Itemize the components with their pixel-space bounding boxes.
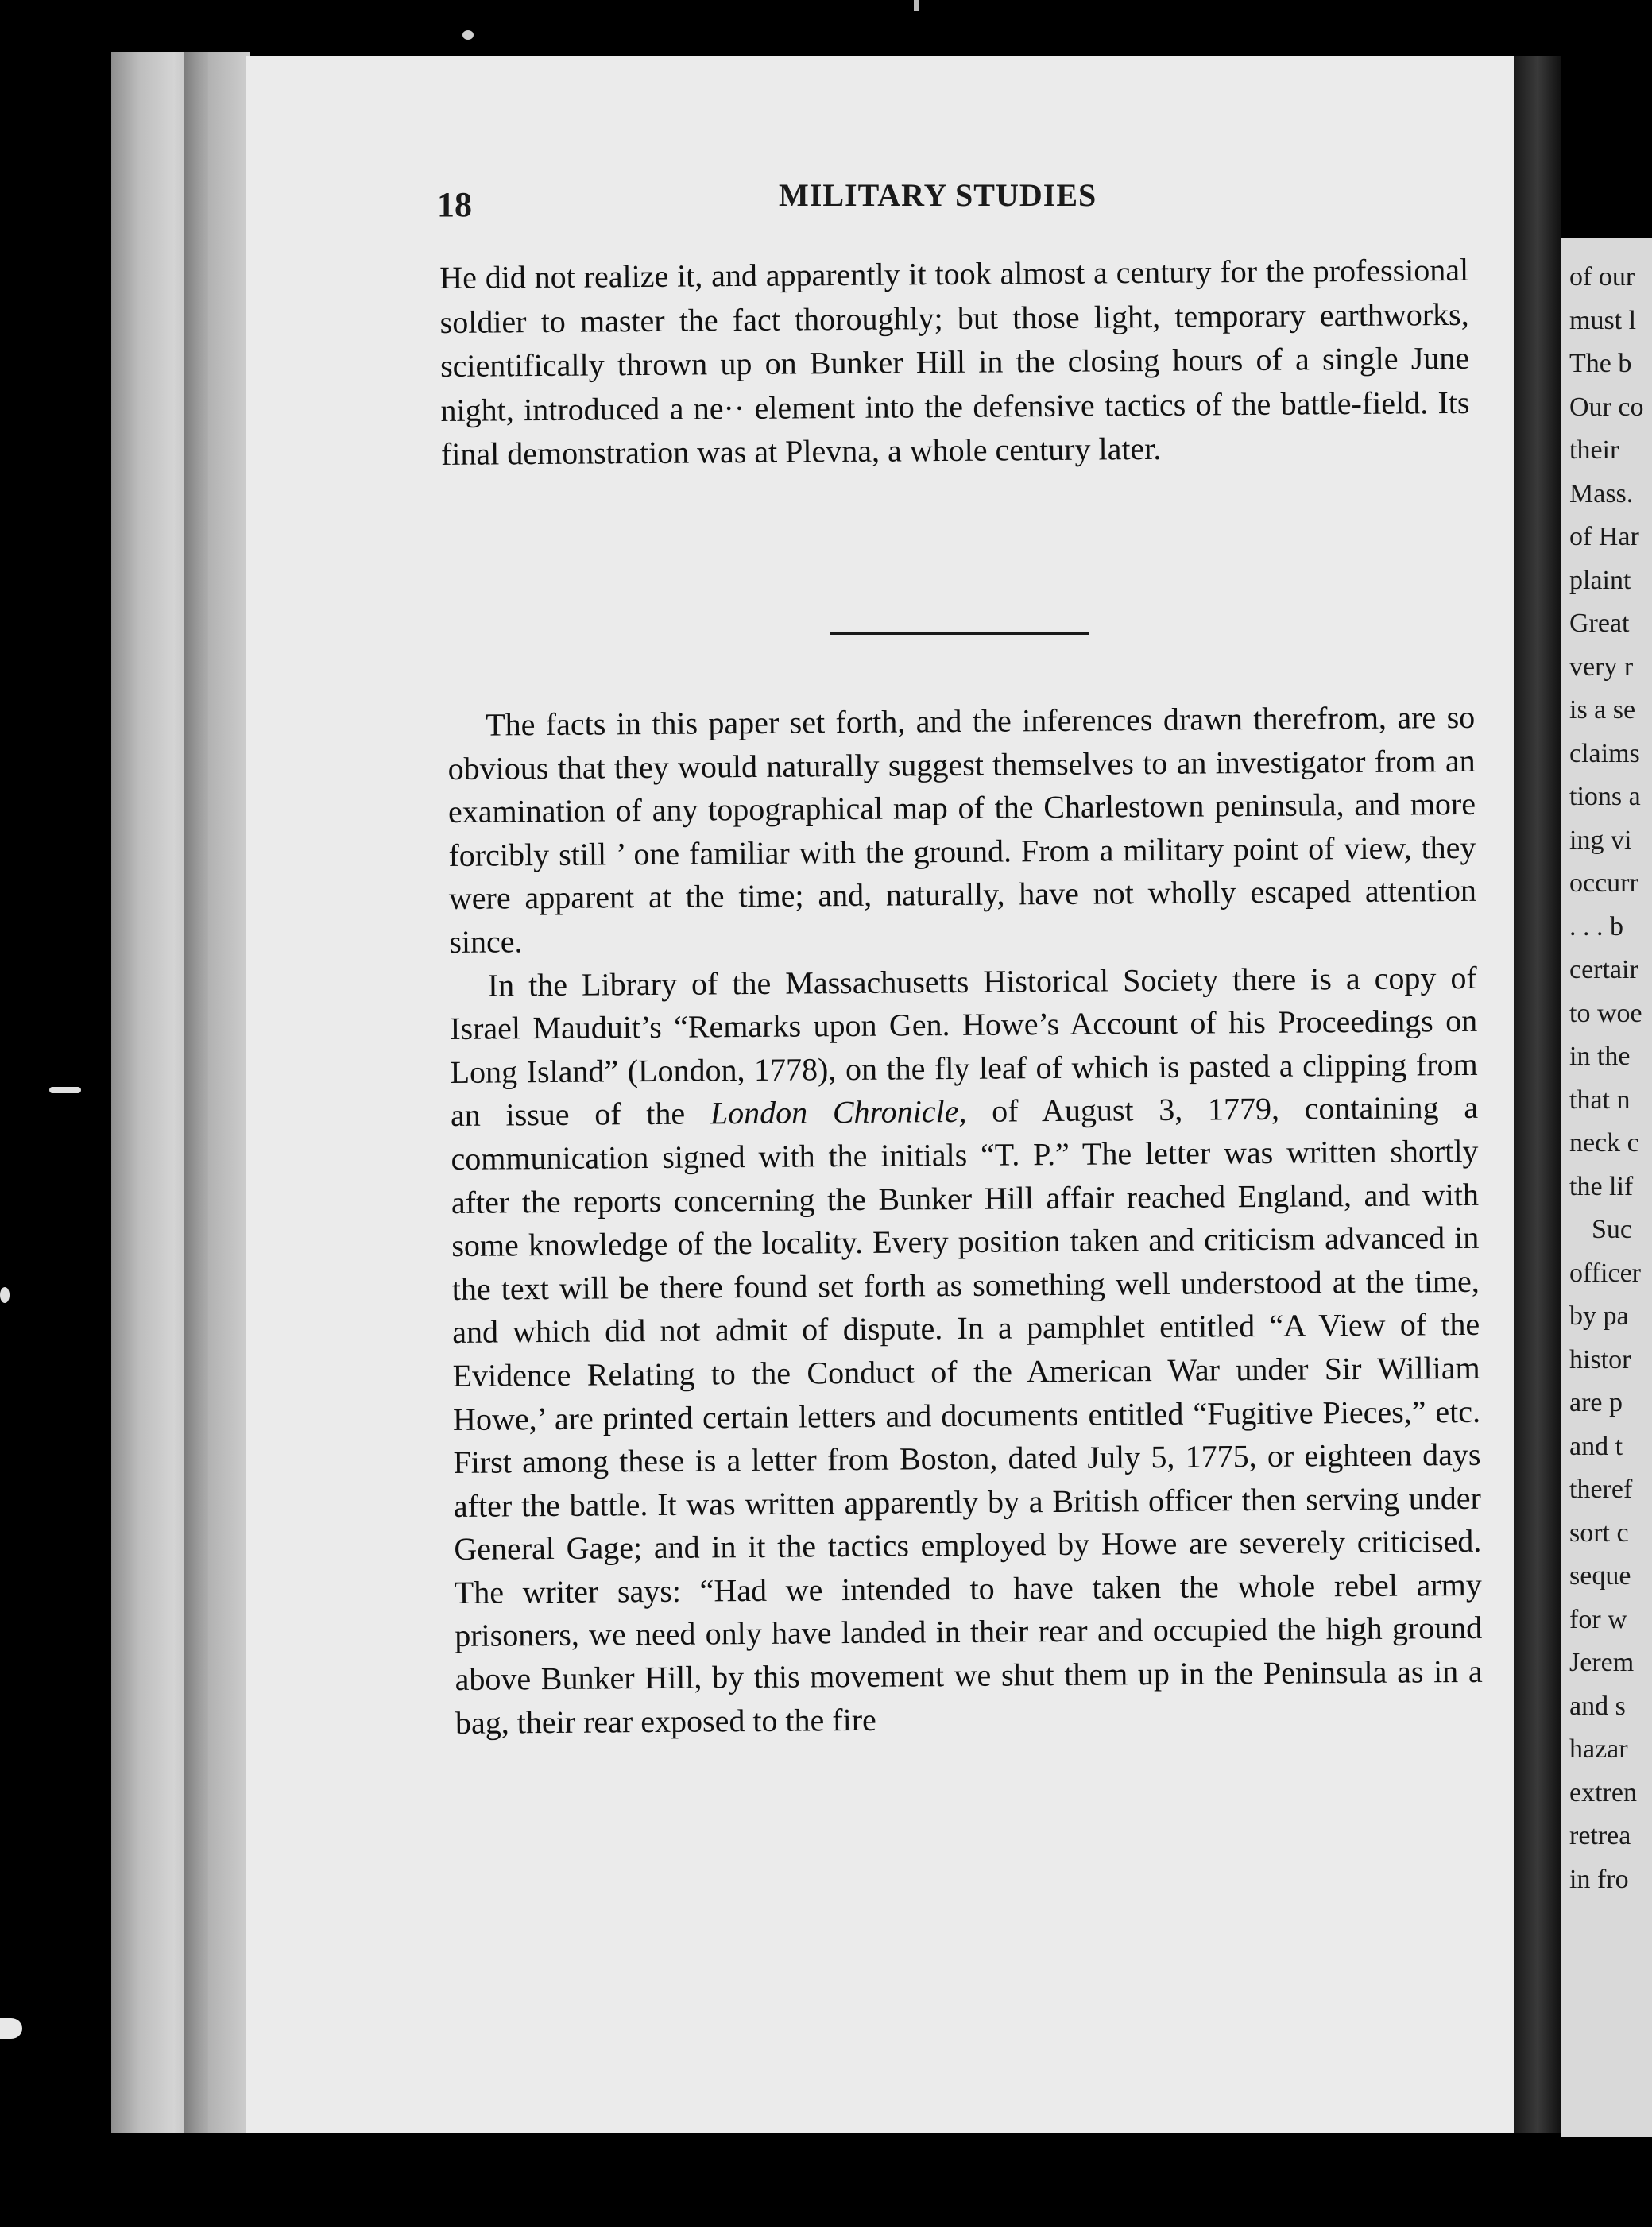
facing-line: their <box>1569 435 1619 465</box>
facing-line: . . . b <box>1569 911 1623 941</box>
closing-paragraph-block <box>439 248 1470 477</box>
facing-line: plaint <box>1569 565 1631 595</box>
gutter-shadow <box>184 52 208 2133</box>
facing-line: in fro <box>1569 1864 1629 1894</box>
facing-line: officer <box>1569 1258 1641 1288</box>
facing-line: are p <box>1569 1388 1623 1417</box>
facing-line: and s <box>1569 1691 1626 1721</box>
facing-line: very r <box>1569 651 1634 682</box>
facing-line: by pa <box>1569 1301 1629 1331</box>
facing-line: Mass. <box>1569 478 1634 508</box>
facing-line: neck c <box>1569 1128 1639 1158</box>
paragraph: He did not realize it, and apparently it took almost a century for the professional soldier to master the fact thoroughly; but those light, temporary earthworks, scientifically thrown up on Bunker Hill in the closing hours of a single June night, introduced a ne·· element into the defensive tactics of the battle-field. Its final demonstration was at Plevna, a whole century later. <box>439 251 1470 472</box>
facing-line: Our co <box>1569 392 1644 422</box>
scan-speck <box>49 1087 81 1093</box>
paragraph <box>450 956 1484 1745</box>
facing-line: seque <box>1569 1561 1631 1591</box>
facing-line: hazar <box>1569 1734 1628 1764</box>
paragraph: The facts in this paper set forth, and the inferences drawn therefrom, are so obvious that they would naturally suggest themselves to an investigator from an examination of any topographical map of the Charlestown peninsula, and more forcibly still ’ one familiar with the ground. From a military point of view, they were apparent at the time; and, naturally, have not wholly escaped attention since. <box>447 698 1477 960</box>
facing-line: extren <box>1569 1777 1637 1808</box>
facing-line: and t <box>1569 1431 1623 1461</box>
facing-line: histor <box>1569 1344 1631 1374</box>
scan-speck <box>0 2018 22 2039</box>
facing-line: Suc <box>1592 1215 1632 1244</box>
facing-line: that n <box>1569 1085 1631 1115</box>
facing-line: tions a <box>1569 782 1641 811</box>
scan-speck <box>0 1287 10 1303</box>
facing-line: ing vi <box>1569 825 1632 855</box>
facing-line: Jerem <box>1569 1648 1635 1677</box>
facing-line: to woe <box>1569 998 1642 1028</box>
facing-line: of our <box>1569 262 1635 292</box>
facing-line: the lif <box>1569 1171 1634 1201</box>
facing-line: theref <box>1569 1475 1633 1504</box>
facing-line: Great <box>1569 609 1630 638</box>
book-spine <box>1514 56 1561 2133</box>
scan-speck <box>462 30 474 40</box>
running-head: MILITARY STUDIES <box>779 177 1097 213</box>
facing-line: occurr <box>1569 868 1638 898</box>
page-number: 18 <box>437 185 472 224</box>
italic-title: London Chronicle, <box>710 1093 967 1131</box>
facing-line: certair <box>1569 955 1638 984</box>
book-gutter <box>111 52 250 2133</box>
facing-line: in the <box>1569 1042 1631 1071</box>
facing-line: is a se <box>1569 695 1636 725</box>
facing-page <box>1561 238 1652 2137</box>
paragraph-text: of August 3, 1779, containing a communication signed with the initials “T. P.” The letter was written shortly after the reports concerning the Bunker Hill affair reached England, and with some knowledge of the locality. Every position taken and criticism advanced in the text will be there found set forth as something well understood at the time, and which did not admit of dispute. In a pamphlet entitled “A View of the Evidence Relating to the Conduct of the American War under Sir William Howe,’ are printed certain letters and documents entitled “Fugitive Pieces,” etc. First among these is a letter from Boston, dated July 5, 1775, or eighteen days after the battle. It was written apparently by a British officer then serving under General Gage; and in it the tactics employed by Howe are severely criticised. The writer says: “Had we intended to have taken the whole rebel army prisoners, we need only have landed in their rear and occupied the high ground above Bunker Hill, by this movement we shut them up in the Peninsula as in a bag, their rear exposed to the fire <box>451 1089 1483 1741</box>
facing-line: retrea <box>1569 1821 1631 1850</box>
paragraph-text: In the Library of the Massachusetts Historical Society there is a copy of Israel Mauduit’s “Remarks upon Gen. Howe’s Account of his Proceedings on Long Island” (London, 1778), on the fly leaf of which is pasted a clipping from an issue of the <box>450 959 1478 1134</box>
facing-line: claims <box>1569 738 1640 768</box>
scan-speck <box>914 0 919 11</box>
facing-line: for w <box>1569 1604 1627 1634</box>
facing-line: The b <box>1569 349 1632 378</box>
section-divider <box>830 632 1089 635</box>
facing-line: of Har <box>1569 522 1639 551</box>
facing-line: must l <box>1569 305 1637 335</box>
facing-page-text <box>1569 256 1643 1901</box>
facing-line: sort c <box>1569 1518 1629 1548</box>
body-text-block <box>447 696 1483 1745</box>
